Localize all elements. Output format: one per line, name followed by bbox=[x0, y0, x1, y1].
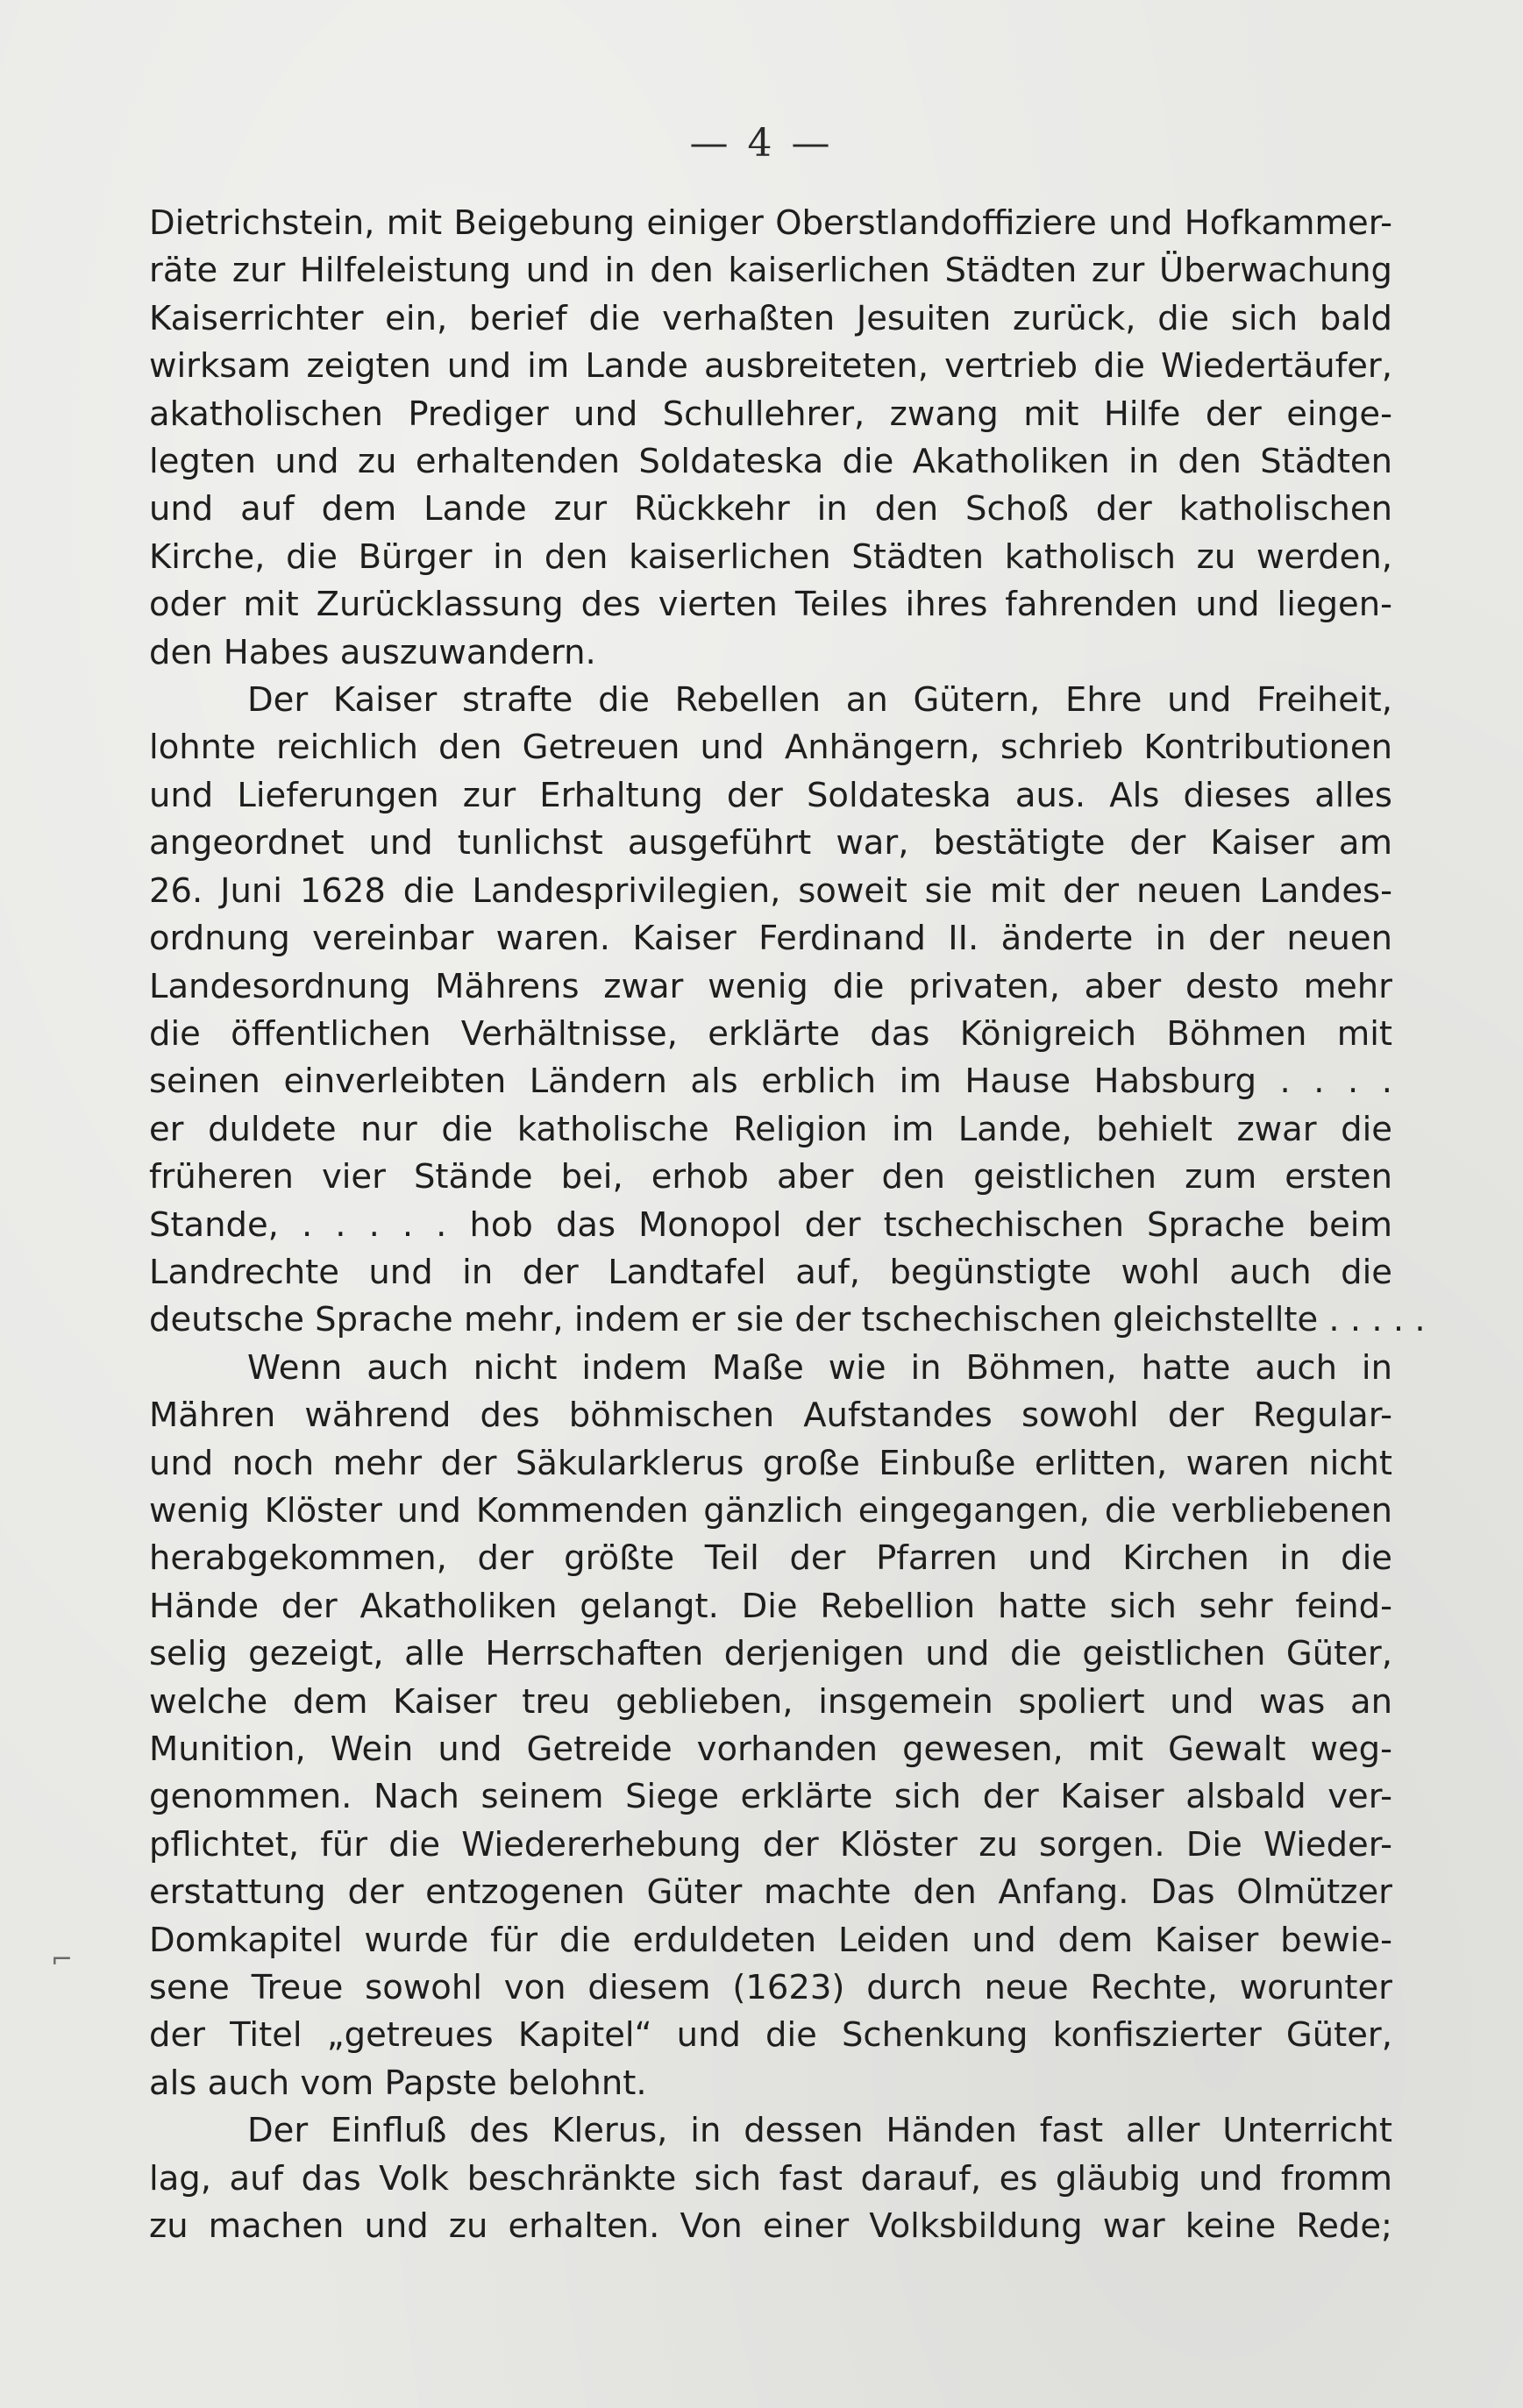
text-line: räte zur Hilfeleistung und in den kaiserlichen Städten zur Überwachung bbox=[149, 251, 1392, 291]
text-line: pflichtet, für die Wiedererhebung der Klöster zu sorgen. Die Wieder- bbox=[149, 1824, 1392, 1865]
text-line: Dietrichstein, mit Beigebung einiger Oberstlandoffiziere und Hofkammer- bbox=[149, 203, 1392, 243]
text-line: Domkapitel wurde für die erduldeten Leiden und dem Kaiser bewie- bbox=[149, 1920, 1392, 1960]
text-line: akatholischen Prediger und Schullehrer, zwang mit Hilfe der einge- bbox=[149, 394, 1392, 434]
text-line: und noch mehr der Säkularklerus große Einbuße erlitten, waren nicht bbox=[149, 1443, 1392, 1483]
text-line: lag, auf das Volk beschränkte sich fast darauf, es gläubig und fromm bbox=[149, 2158, 1392, 2198]
text-line: der Titel „getreues Kapitel“ und die Schenkung konfiszierter Güter, bbox=[149, 2015, 1392, 2056]
text-line: und Lieferungen zur Erhaltung der Soldateska aus. Als dieses alles bbox=[149, 775, 1392, 815]
text-line: die öffentlichen Verhältnisse, erklärte das Königreich Böhmen mit bbox=[149, 1013, 1392, 1054]
text-line: seinen einverleibten Ländern als erblich im Hause Habsburg . . . . bbox=[149, 1062, 1392, 1102]
paragraph-4 bbox=[149, 2107, 1392, 2250]
text-line: Kirche, die Bürger in den kaiserlichen Städten katholisch zu werden, bbox=[149, 536, 1392, 577]
text-line: früheren vier Stände bei, erhob aber den geistlichen zum ersten bbox=[149, 1157, 1392, 1197]
text-line: er duldete nur die katholische Religion im Lande, behielt zwar die bbox=[149, 1109, 1392, 1149]
text-line: den Habes auszuwandern. bbox=[149, 632, 596, 672]
margin-mark: ⌐ bbox=[51, 1944, 74, 1975]
text-line: legten und zu erhaltenden Soldateska die Akatholiken in den Städten bbox=[149, 442, 1392, 482]
text-line: zu machen und zu erhalten. Von einer Volksbildung war keine Rede; bbox=[149, 2206, 1392, 2247]
text-line: angeordnet und tunlichst ausgeführt war, bestätigte der Kaiser am bbox=[149, 823, 1392, 863]
text-line: Der Einfluß des Klerus, in dessen Händen fast aller Unterricht bbox=[247, 2111, 1392, 2151]
text-line: erstattung der entzogenen Güter machte den Anfang. Das Olmützer bbox=[149, 1872, 1392, 1913]
text-line: wenig Klöster und Kommenden gänzlich eingegangen, die verbliebenen bbox=[149, 1490, 1392, 1531]
text-line: welche dem Kaiser treu geblieben, insgemein spoliert und was an bbox=[149, 1681, 1392, 1722]
text-line: Stande, . . . . . hob das Monopol der tschechischen Sprache beim bbox=[149, 1204, 1392, 1245]
text-line: Wenn auch nicht indem Maße wie in Böhmen, hatte auch in bbox=[247, 1347, 1392, 1388]
text-line: Landesordnung Mährens zwar wenig die privaten, aber desto mehr bbox=[149, 966, 1392, 1006]
text-line: Hände der Akatholiken gelangt. Die Rebellion hatte sich sehr feind- bbox=[149, 1586, 1392, 1626]
text-line: lohnte reichlich den Getreuen und Anhängern, schrieb Kontributionen bbox=[149, 728, 1392, 768]
body-text bbox=[149, 200, 1426, 2250]
text-line: Mähren während des böhmischen Aufstandes sowohl der Regular- bbox=[149, 1396, 1392, 1436]
text-line: Landrechte und in der Landtafel auf, begünstigte wohl auch die bbox=[149, 1252, 1392, 1292]
text-line: ordnung vereinbar waren. Kaiser Ferdinand II. änderte in der neuen bbox=[149, 919, 1392, 959]
paragraph-2 bbox=[149, 677, 1426, 1345]
text-line: 26. Juni 1628 die Landesprivilegien, soweit sie mit der neuen Landes- bbox=[149, 870, 1392, 911]
text-line: Munition, Wein und Getreide vorhanden gewesen, mit Gewalt weg- bbox=[149, 1730, 1392, 1769]
text-line: deutsche Sprache mehr, indem er sie der tschechischen gleichstellte . . . . . bbox=[149, 1300, 1426, 1340]
paragraph-3 bbox=[149, 1345, 1392, 2108]
text-line: sene Treue sowohl von diesem (1623) durch neue Rechte, worunter bbox=[149, 1968, 1392, 2008]
page-number: — 4 — bbox=[689, 121, 834, 166]
text-line: Der Kaiser strafte die Rebellen an Gütern, Ehre und Freiheit, bbox=[247, 680, 1392, 721]
text-line: oder mit Zurücklassung des vierten Teiles ihres fahrenden und liegen- bbox=[149, 585, 1392, 625]
text-line: als auch vom Papste belohnt. bbox=[149, 2063, 647, 2103]
text-line: genommen. Nach seinem Siege erklärte sich der Kaiser alsbald ver- bbox=[149, 1777, 1392, 1817]
text-line: und auf dem Lande zur Rückkehr in den Schoß der katholischen bbox=[149, 489, 1392, 529]
paragraph-1 bbox=[149, 200, 1392, 677]
text-line: Kaiserrichter ein, berief die verhaßten Jesuiten zurück, die sich bald bbox=[149, 298, 1392, 338]
text-line: wirksam zeigten und im Lande ausbreiteten, vertrieb die Wiedertäufer, bbox=[149, 346, 1392, 387]
text-line: selig gezeigt, alle Herrschaften derjenigen und die geistlichen Güter, bbox=[149, 1634, 1392, 1674]
text-line: herabgekommen, der größte Teil der Pfarren und Kirchen in die bbox=[149, 1538, 1392, 1579]
